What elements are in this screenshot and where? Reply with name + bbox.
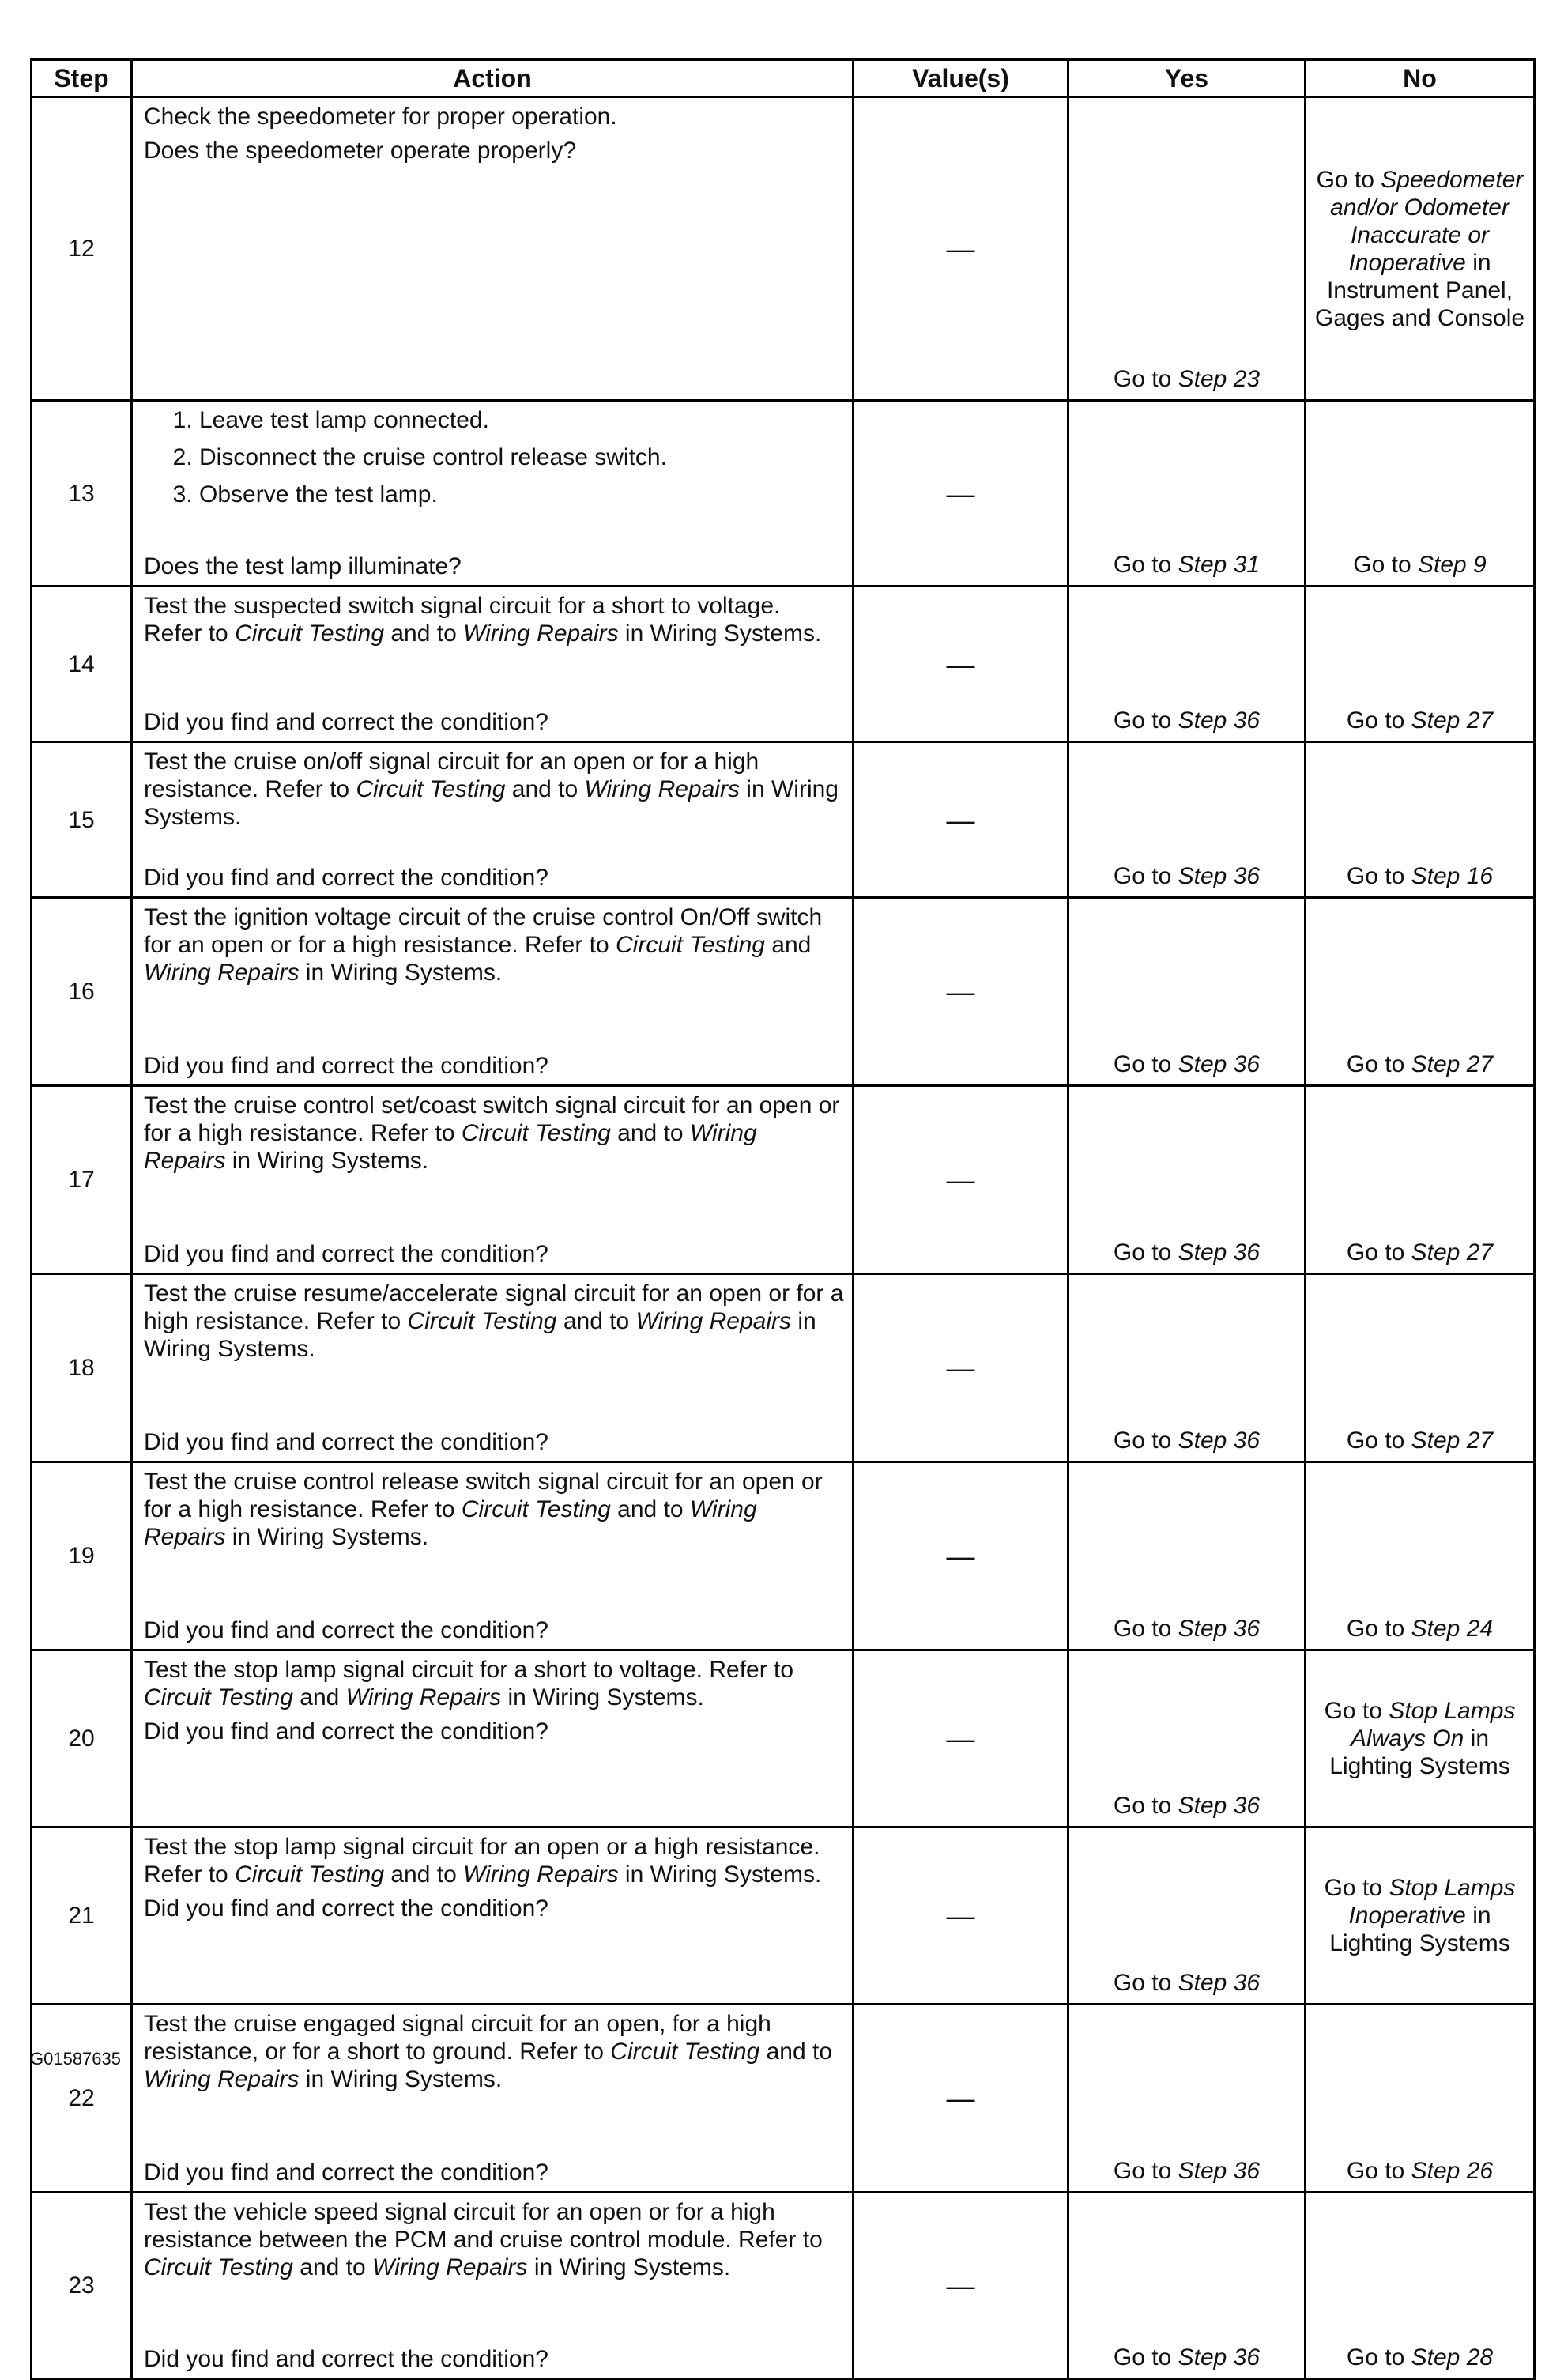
action-step-item: 3. Observe the test lamp. [199,481,844,508]
value-cell: — [854,742,1068,898]
action-question: Did you find and correct the condition? [144,1429,548,1455]
action-step-item: 2. Disconnect the cruise control release switch. [199,443,844,471]
text-run: in Lighting Systems [1329,1726,1510,1779]
action-text [144,748,844,837]
text-run: in Wiring Systems. [618,1861,822,1888]
step-number: 14 [32,587,132,742]
text-run: Test the cruise control set/coast switch signal circuit for an open or for a high resistance. Refer to [144,1092,840,1146]
reference-text: Step 26 [1411,2158,1494,2184]
reference-text: Step 36 [1178,2344,1261,2371]
value-cell: — [854,587,1068,742]
text-run: Go to [1113,1428,1178,1454]
header-action: Action [132,60,854,97]
value-cell: — [854,1462,1068,1650]
text-run: Go to [1346,863,1411,889]
reference-text: Step 9 [1417,552,1487,578]
reference-text: Step 36 [1178,863,1261,889]
reference-text: Stop Lamps Inoperative [1348,1875,1516,1929]
no-cell [1306,742,1535,898]
reference-text: Step 36 [1178,1428,1261,1454]
action-cell [132,1274,854,1462]
figure-id: G01587635 [30,2049,121,2069]
no-cell [1306,2193,1535,2379]
text-run: Check the speedometer for proper operation. [144,104,617,130]
text-run: Test the stop lamp signal circuit for an open or a high resistance. Refer to [144,1834,820,1888]
reference-text: Wiring Repairs [372,2254,528,2280]
text-run: Test the stop lamp signal circuit for a short to voltage. Refer to [144,1657,794,1683]
text-run: in Wiring Systems. [527,2254,731,2280]
action-cell [132,1827,854,2005]
text-run: and to [610,1120,690,1146]
text-run: and to [556,1308,636,1334]
action-cell [132,587,854,742]
text-run: in Wiring Systems. [144,1308,816,1362]
yes-cell [1068,587,1306,742]
reference-text: Step 36 [1178,1051,1261,1077]
step-number: 13 [32,401,132,587]
text-run: and [764,932,812,958]
text-run: and to [384,620,464,647]
action-question: Did you find and correct the condition? [144,1617,548,1643]
action-text [144,406,844,518]
action-cell [132,898,854,1086]
reference-text: Circuit Testing [461,1496,611,1522]
reference-text: Step 36 [1178,2158,1261,2184]
header-step: Step [32,60,132,97]
reference-text: Circuit Testing [235,620,385,647]
step-number: 23 [32,2193,132,2379]
text-run: Test the cruise engaged signal circuit for an open, for a high resistance, or for a short to ground. Refer to [144,2011,771,2065]
action-text [144,1468,844,1557]
text-run: Test the cruise control release switch signal circuit for an open or for a high resistance. Refer to [144,1469,823,1522]
text-run: Go to [1346,1051,1411,1077]
text-run: Did you find and correct the condition? [144,1895,548,1922]
text-run: Go to [1346,2158,1411,2184]
reference-text: Wiring Repairs [345,1684,502,1711]
yes-cell [1068,401,1306,587]
action-paragraph [144,1280,844,1363]
value-cell: — [854,1650,1068,1827]
action-paragraph [144,1895,844,1922]
step-number: 16 [32,898,132,1086]
action-paragraph [144,1833,844,1888]
action-question: Does the test lamp illuminate? [144,553,462,579]
action-text [144,1092,844,1181]
header-no: No [1306,60,1535,97]
text-run: Go to [1316,166,1381,193]
action-paragraph [144,2010,844,2093]
text-run: Does the speedometer operate properly? [144,138,577,164]
reference-text: Step 31 [1178,552,1261,578]
text-run: and [292,1684,346,1711]
text-run: Go to [1346,1428,1411,1454]
yes-cell [1068,2005,1306,2193]
text-run: Go to [1113,1793,1178,1819]
text-run: in Wiring Systems. [225,1524,429,1550]
yes-cell [1068,97,1306,401]
yes-cell [1068,1462,1306,1650]
reference-text: Circuit Testing [144,1684,293,1711]
reference-text: Step 27 [1411,1428,1494,1454]
text-run: Did you find and correct the condition? [144,1718,548,1744]
reference-text: Circuit Testing [356,776,506,802]
action-paragraph [144,903,844,986]
no-cell [1306,97,1535,401]
text-run: Go to [1346,1616,1411,1642]
table-row [32,587,1535,742]
text-run: Go to [1113,863,1178,889]
no-cell [1306,2005,1535,2193]
table-row [32,97,1535,401]
table-row [32,1274,1535,1462]
reference-text: Circuit Testing [461,1120,611,1146]
yes-cell [1068,1827,1306,2005]
text-run: and to [292,2254,373,2280]
text-run: Go to [1113,1239,1178,1265]
no-cell [1306,587,1535,742]
reference-text: Circuit Testing [144,2254,293,2280]
value-cell: — [854,97,1068,401]
reference-text: Step 16 [1411,863,1494,889]
text-run: Test the suspected switch signal circuit for a short to voltage. Refer to [144,593,781,647]
reference-text: Step 24 [1411,1616,1494,1642]
reference-text: Wiring Repairs [144,960,300,986]
action-text [144,2010,844,2099]
text-run: Test the ignition voltage circuit of the cruise control On/Off switch for an open or for a high resistance. Refer to [144,904,823,958]
text-run: in Lighting Systems [1329,1903,1510,1956]
action-question: Did you find and correct the condition? [144,2346,548,2372]
reference-text: Step 36 [1178,1239,1261,1265]
reference-text: Step 27 [1411,1051,1494,1077]
yes-cell [1068,1086,1306,1274]
action-paragraph [144,592,844,647]
action-question: Did you find and correct the condition? [144,2159,548,2186]
reference-text: Speedometer and/or Odometer Inaccurate or Inoperative [1330,166,1524,276]
step-number: 17 [32,1086,132,1274]
reference-text: Step 27 [1411,1239,1494,1265]
reference-text: Circuit Testing [407,1308,557,1334]
text-run: in Wiring Systems. [299,960,503,986]
action-paragraph [144,103,844,130]
action-paragraph [144,1468,844,1551]
yes-cell [1068,1274,1306,1462]
text-run: Go to [1113,366,1178,392]
value-cell: — [854,1086,1068,1274]
reference-text: Wiring Repairs [144,1120,757,1174]
text-run: in Wiring Systems. [299,2066,503,2092]
reference-text: Wiring Repairs [144,1496,757,1550]
reference-text: Wiring Repairs [635,1308,792,1334]
action-paragraph [144,748,844,831]
action-text [144,592,844,654]
text-run: Go to [1113,2344,1178,2371]
reference-text: Wiring Repairs [463,1861,619,1888]
table-row [32,401,1535,587]
action-steps-list [144,406,844,508]
table-body [32,97,1535,2379]
no-cell [1306,1827,1535,2005]
step-number: 21 [32,1827,132,2005]
table-row [32,1827,1535,2005]
table-header-row [32,60,1535,97]
reference-text: Step 28 [1411,2344,1494,2371]
reference-text: Stop Lamps Always On [1350,1698,1516,1752]
value-cell: — [854,898,1068,1086]
action-paragraph [144,1092,844,1175]
value-cell: — [854,1827,1068,2005]
no-cell [1306,1086,1535,1274]
step-number: 18 [32,1274,132,1462]
step-number: 12 [32,97,132,401]
diagnostic-table [30,58,1536,2380]
yes-cell [1068,2193,1306,2379]
no-cell [1306,401,1535,587]
text-run: Test the cruise on/off signal circuit for an open or for a high resistance. Refer to [144,749,759,802]
reference-text: Circuit Testing [610,2039,760,2065]
text-run: Go to [1324,1698,1389,1724]
text-run: and to [505,776,585,802]
action-question: Did you find and correct the condition? [144,709,548,735]
reference-text: Wiring Repairs [144,2066,300,2092]
table-row [32,1462,1535,1650]
action-text [144,1833,844,1929]
action-question: Did you find and correct the condition? [144,1241,548,1267]
action-paragraph [144,1656,844,1711]
text-run: and to [759,2039,833,2065]
action-cell [132,1086,854,1274]
text-run: Go to [1346,2344,1411,2371]
text-run: and to [384,1861,464,1888]
action-cell [132,1462,854,1650]
text-run: Go to [1113,2158,1178,2184]
yes-cell [1068,742,1306,898]
text-run: Go to [1346,707,1411,734]
action-step-item: 1. Leave test lamp connected. [199,406,844,434]
action-question: Did you find and correct the condition? [144,865,548,891]
action-cell [132,401,854,587]
reference-text: Wiring Repairs [584,776,740,802]
text-run: Go to [1324,1875,1389,1901]
diagnostic-table-sheet [30,58,1533,2380]
text-run: Go to [1113,552,1178,578]
table-row [32,742,1535,898]
reference-text: Step 36 [1178,1970,1261,1996]
step-number: 15 [32,742,132,898]
table-row [32,1086,1535,1274]
no-cell [1306,1274,1535,1462]
no-cell [1306,1650,1535,1827]
text-run: in Instrument Panel, Gages and Console [1314,249,1525,331]
action-text [144,903,844,993]
text-run: Go to [1113,707,1178,734]
text-run: Go to [1113,1616,1178,1642]
text-run: Test the cruise resume/accelerate signal circuit for an open or for a high resistance. Refer to [144,1281,844,1334]
value-cell: — [854,1274,1068,1462]
value-cell: — [854,401,1068,587]
value-cell: — [854,2193,1068,2379]
action-question: Did you find and correct the condition? [144,1053,548,1079]
text-run: Go to [1346,1239,1411,1265]
text-run: and to [610,1496,690,1522]
reference-text: Wiring Repairs [463,620,619,647]
reference-text: Step 36 [1178,1793,1261,1819]
table-row [32,1650,1535,1827]
header-yes: Yes [1068,60,1306,97]
header-values: Value(s) [854,60,1068,97]
no-cell [1306,1462,1535,1650]
value-cell: — [854,2005,1068,2193]
action-text [144,103,844,171]
action-text [144,2198,844,2288]
reference-text: Step 23 [1178,366,1261,392]
text-run: in Wiring Systems. [501,1684,704,1711]
action-text [144,1280,844,1369]
action-cell [132,2193,854,2379]
action-paragraph [144,2198,844,2281]
action-paragraph [144,137,844,164]
yes-cell [1068,1650,1306,1827]
table-row [32,2005,1535,2193]
text-run: Test the vehicle speed signal circuit for an open or for a high resistance between the PCM and cruise control module. Refer to [144,2199,823,2253]
text-run: in Wiring Systems. [618,620,822,647]
table-row [32,2193,1535,2379]
reference-text: Circuit Testing [616,932,765,958]
action-cell [132,2005,854,2193]
step-number: 19 [32,1462,132,1650]
table-row [32,898,1535,1086]
text-run: in Wiring Systems. [225,1148,429,1174]
action-cell [132,97,854,401]
action-cell [132,742,854,898]
reference-text: Step 36 [1178,1616,1261,1642]
action-text [144,1656,844,1752]
action-cell [132,1650,854,1827]
text-run: Go to [1113,1970,1178,1996]
step-number: 22 [32,2005,132,2193]
reference-text: Step 27 [1411,707,1494,734]
no-cell [1306,898,1535,1086]
text-run: Go to [1353,552,1418,578]
step-number: 20 [32,1650,132,1827]
text-run: Go to [1113,1051,1178,1077]
action-paragraph [144,1718,844,1745]
text-run: in Wiring Systems. [144,776,839,830]
reference-text: Circuit Testing [235,1861,385,1888]
yes-cell [1068,898,1306,1086]
reference-text: Step 36 [1178,707,1261,734]
